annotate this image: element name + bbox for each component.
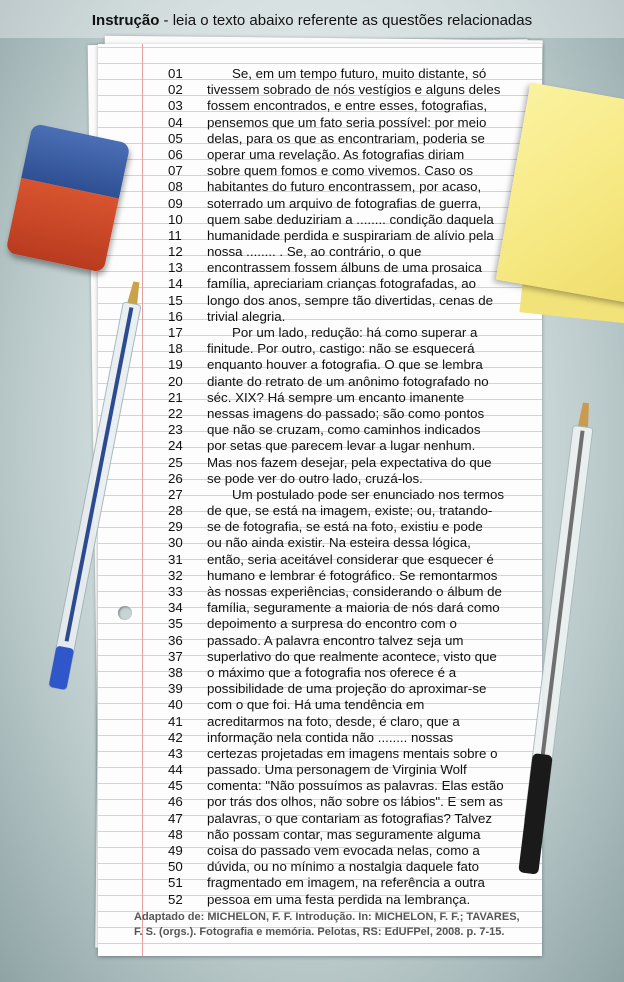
line-text: habitantes do futuro encontrassem, por acaso, [207, 179, 482, 195]
text-line [160, 471, 505, 487]
source-line-1: Adaptado de: MICHELON, F. F. Introdução. In: MICHELON, F. F.; TAVARES, [134, 911, 520, 923]
text-line [160, 179, 505, 195]
line-number: 07 [168, 163, 183, 179]
numbered-text [160, 66, 505, 908]
text-line [160, 859, 505, 875]
line-number: 52 [168, 891, 183, 907]
line-number: 21 [168, 389, 183, 405]
line-number: 41 [168, 713, 183, 729]
line-text: enquanto houver a fotografia. O que se lembra [207, 357, 483, 373]
text-line [160, 568, 505, 584]
line-number: 01 [168, 66, 183, 81]
line-text: família, seguramente a maioria de nós dará como [207, 600, 500, 616]
text-line [160, 616, 505, 632]
text-line [160, 843, 505, 859]
text-line [160, 325, 505, 341]
line-number: 45 [168, 778, 183, 794]
line-number: 13 [168, 260, 183, 276]
line-text: que não se cruzam, como caminhos indicados [207, 422, 481, 438]
line-number: 39 [168, 681, 183, 697]
line-number: 43 [168, 745, 183, 761]
line-text: tivessem sobrado de nós vestígios e alguns deles [207, 82, 501, 98]
line-text: sobre quem fomos e como vivemos. Caso os [207, 163, 474, 179]
text-line [160, 406, 505, 422]
line-number: 02 [168, 82, 183, 98]
line-number: 28 [168, 503, 183, 519]
text-line [160, 665, 505, 681]
text-line [160, 811, 505, 827]
text-line [160, 892, 505, 908]
line-number: 26 [168, 470, 183, 486]
line-text: acreditarmos na foto, desde, é claro, que a [207, 713, 460, 729]
line-number: 17 [168, 325, 183, 340]
text-line [160, 228, 505, 244]
line-number: 42 [168, 729, 183, 745]
text-line [160, 746, 505, 762]
black-pen-icon [500, 395, 610, 915]
line-number: 50 [168, 859, 183, 875]
text-line [160, 714, 505, 730]
text-line [160, 600, 505, 616]
line-number: 16 [168, 308, 183, 324]
line-text: família, apreciariam crianças fotografadas, ao [207, 276, 477, 292]
text-line [160, 341, 505, 357]
line-text: passado. Uma personagem de Virginia Wolf [207, 762, 467, 778]
line-text: pessoa em uma festa perdida na lembrança. [207, 891, 471, 907]
line-number: 27 [168, 486, 183, 502]
line-text: se pode ver do outro lado, cruzá-los. [207, 470, 423, 486]
line-text: Se, em um tempo futuro, muito distante, só [232, 66, 487, 81]
line-text: de que, se está na imagem, existe; ou, tratando- [207, 503, 493, 519]
line-number: 33 [168, 584, 183, 599]
text-line [160, 697, 505, 713]
line-number: 30 [168, 535, 183, 551]
line-text: comenta: "Não possuímos as palavras. Elas estão [207, 778, 504, 794]
text-line [160, 827, 505, 843]
source-line-2: F. S. (orgs.). Fotografia e memória. Pelotas, RS: EdUFPel, 2008. p. 7-15. [134, 926, 505, 938]
line-text: coisa do passado vem evocada nelas, como a [207, 843, 480, 858]
line-number: 35 [168, 616, 183, 632]
text-line [160, 212, 505, 228]
line-text: nossa ........ . Se, ao contrário, o que [207, 244, 422, 260]
text-line [160, 438, 505, 454]
line-number: 32 [168, 567, 183, 583]
line-number: 29 [168, 519, 183, 535]
instruction-text: - leia o texto abaixo referente as questões relacionadas [159, 12, 533, 29]
line-text: fragmentado em imagem, na referência a outra [207, 875, 485, 891]
line-text: se de fotografia, se está na foto, existiu e pode [207, 519, 483, 535]
line-number: 19 [168, 357, 183, 373]
line-text: Um postulado pode ser enunciado nos termos [232, 486, 505, 502]
line-text: fossem encontrados, e entre esses, fotografias, [207, 98, 488, 114]
line-number: 37 [168, 648, 183, 664]
line-number: 03 [168, 98, 183, 114]
text-line [160, 552, 505, 568]
line-number: 04 [168, 114, 183, 130]
line-text: superlativo do que realmente acontece, visto que [207, 648, 497, 664]
line-text: palavras, o que contariam as fotografias? Talvez [207, 810, 493, 826]
line-text: certezas projetadas em imagens mentais sobre o [207, 745, 498, 761]
line-text: com o que foi. Há uma tendência em [207, 697, 425, 713]
line-text: operar uma revelação. As fotografias diriam [207, 146, 465, 162]
line-text: trivial alegria. [207, 308, 286, 324]
line-text: depoimento a surpresa do encontro com o [207, 616, 457, 632]
line-text: encontrassem fossem álbuns de uma prosaica [207, 260, 482, 276]
text-line [160, 309, 505, 325]
line-text: finitude. Por outro, castigo: não se esquecerá [207, 341, 475, 357]
line-number: 10 [168, 211, 183, 227]
line-number: 22 [168, 405, 183, 421]
text-line [160, 276, 505, 292]
line-text: séc. XIX? Há sempre um encanto imanente [207, 389, 465, 405]
line-number: 40 [168, 697, 183, 713]
line-text: quem sabe deduziriam a ........ condição daquela [207, 211, 494, 227]
text-line [160, 244, 505, 260]
line-text: pensemos que um fato seria possível: por meio [207, 114, 487, 130]
line-text: humano e lembrar é fotográfico. Se remontarmos [207, 567, 498, 583]
text-line [160, 131, 505, 147]
line-number: 48 [168, 826, 183, 842]
line-number: 12 [168, 244, 183, 260]
text-line [160, 82, 505, 98]
line-number: 34 [168, 600, 183, 616]
line-number: 25 [168, 454, 183, 470]
text-line [160, 584, 505, 600]
text-line [160, 875, 505, 891]
line-text: por trás dos olhos, não sobre os lábios". E sem as [207, 794, 503, 810]
blue-pen-icon [40, 270, 150, 720]
text-line [160, 455, 505, 471]
line-text: dúvida, ou no mínimo a nostalgia daquele fato [207, 859, 480, 875]
text-line [160, 681, 505, 697]
line-number: 05 [168, 130, 183, 146]
line-text: longo dos anos, sempre tão divertidas, cenas de [207, 292, 494, 308]
text-line [160, 98, 505, 114]
line-number: 24 [168, 438, 183, 454]
text-line [160, 778, 505, 794]
line-text: diante do retrato de um anônimo fotografado no [207, 373, 489, 389]
text-line [160, 503, 505, 519]
line-text: delas, para os que as encontrariam, poderia se [207, 130, 485, 146]
text-line [160, 762, 505, 778]
line-text: soterrado um arquivo de fotografias de guerra, [207, 195, 482, 211]
line-number: 09 [168, 195, 183, 211]
text-line [160, 196, 505, 212]
line-number: 47 [168, 810, 183, 826]
text-line [160, 535, 505, 551]
text-line [160, 66, 505, 82]
line-text: informação nela contida não ........ nossas [207, 729, 454, 745]
line-text: possibilidade de uma projeção do aproximar-se [207, 681, 487, 697]
text-line [160, 519, 505, 535]
line-number: 15 [168, 292, 183, 308]
line-text: Por um lado, redução: há como superar a [232, 325, 478, 340]
line-text: nessas imagens do passado; são como pontos [207, 405, 485, 421]
line-number: 23 [168, 422, 183, 438]
line-number: 06 [168, 146, 183, 162]
line-text: Mas nos fazem desejar, pela expectativa do que [207, 454, 492, 470]
line-number: 11 [168, 227, 182, 243]
line-text: então, seria aceitável considerar que esquecer é [207, 551, 494, 567]
line-number: 44 [168, 762, 183, 778]
line-number: 36 [168, 632, 183, 648]
line-number: 31 [168, 551, 183, 567]
text-line [160, 794, 505, 810]
line-text: o máximo que a fotografia nos oferece é a [207, 664, 457, 680]
line-number: 08 [168, 179, 183, 195]
text-line [160, 730, 505, 746]
line-text: por setas que parecem levar a lugar nenhum. [207, 438, 476, 454]
text-line [160, 260, 505, 276]
line-number: 49 [168, 843, 183, 858]
line-text: não possam contar, mas seguramente alguma [207, 826, 481, 842]
text-line [160, 115, 505, 131]
line-number: 38 [168, 664, 183, 680]
text-line [160, 163, 505, 179]
instruction-heading [0, 12, 624, 29]
line-text: humanidade perdida e suspirariam de alívio pela [207, 227, 494, 243]
text-line [160, 147, 505, 163]
text-line [160, 357, 505, 373]
line-number: 46 [168, 794, 183, 810]
line-number: 20 [168, 373, 183, 389]
text-line [160, 293, 505, 309]
text-line [160, 422, 505, 438]
line-number: 51 [168, 875, 183, 891]
line-text: às nossas experiências, considerando o álbum de [207, 584, 502, 599]
line-text: passado. A palavra encontro talvez seja um [207, 632, 464, 648]
instruction-label: Instrução [91, 12, 160, 29]
line-number: 18 [168, 341, 183, 357]
line-text: ou não ainda existir. Na esteira dessa lógica, [207, 535, 471, 551]
text-line [160, 374, 505, 390]
text-line [160, 633, 505, 649]
text-line [160, 487, 505, 503]
source-citation [134, 910, 534, 940]
text-line [160, 390, 505, 406]
line-number: 14 [168, 276, 183, 292]
text-line [160, 649, 505, 665]
